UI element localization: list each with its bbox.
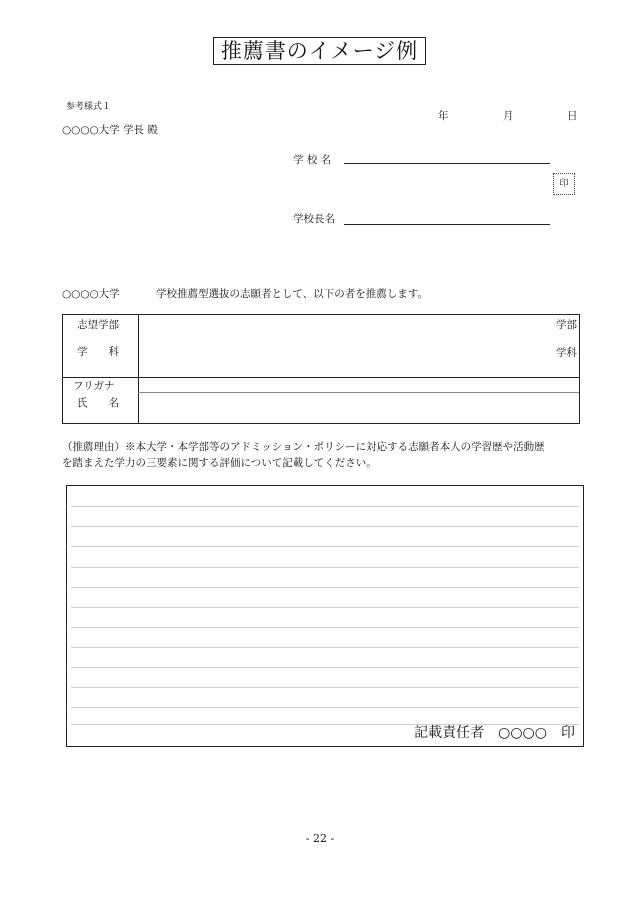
school-name-label: 学 校 名 <box>293 154 332 166</box>
writing-rule <box>71 627 579 628</box>
page-number: - 22 - <box>305 832 335 845</box>
recorder-signature <box>414 722 575 742</box>
statement-university: ○○○○大学 <box>62 288 120 300</box>
recorder-seal: 印 <box>561 725 575 741</box>
table-row-divider <box>63 377 579 378</box>
writing-rule <box>71 707 579 708</box>
writing-rule <box>71 647 579 648</box>
principal-name-line[interactable] <box>344 224 550 225</box>
date-year-label: 年 <box>438 110 449 122</box>
date-day-label: 日 <box>567 110 578 122</box>
faculty-suffix: 学部 <box>556 319 577 331</box>
school-name-line[interactable] <box>344 163 550 164</box>
department-suffix: 学科 <box>556 347 577 359</box>
writing-rule <box>71 526 579 527</box>
principal-name-label: 学校長名 <box>293 213 335 225</box>
recorder-name: ○○○○ <box>498 725 547 741</box>
furigana-label: フリガナ <box>73 380 115 392</box>
statement-text: 学校推薦型選抜の志願者として、以下の者を推薦します。 <box>156 288 428 300</box>
writing-rule <box>71 607 579 608</box>
reason-writing-box[interactable] <box>66 485 584 747</box>
faculty-label: 志望学部 <box>77 319 119 331</box>
recorder-label: 記載責任者 <box>414 725 485 741</box>
applicant-name-label: 氏 名 <box>77 397 119 409</box>
writing-rule <box>71 567 579 568</box>
reason-instruction-line1: （推薦理由）※本大学・本学部等のアドミッション・ポリシーに対応する志願者本人の学習歴や活動歴 <box>62 441 545 453</box>
department-label: 学 科 <box>77 346 119 358</box>
reference-form-label: 参考様式１ <box>66 102 112 112</box>
applicant-table <box>62 314 580 424</box>
date-month-label: 月 <box>503 110 514 122</box>
table-row-divider <box>138 392 579 393</box>
addressee: ○○○○大学 学長 殿 <box>62 124 158 136</box>
writing-rule <box>71 667 579 668</box>
writing-rule <box>71 587 579 588</box>
table-column-divider <box>138 315 139 423</box>
writing-rule <box>71 546 579 547</box>
writing-rule <box>71 506 579 507</box>
school-seal-box: 印 <box>553 173 575 195</box>
writing-rule <box>71 687 579 688</box>
page-title: 推薦書のイメージ例 <box>213 37 426 65</box>
reason-instruction-line2: を踏まえた学力の三要素に関する評価について記載してください。 <box>62 457 377 469</box>
